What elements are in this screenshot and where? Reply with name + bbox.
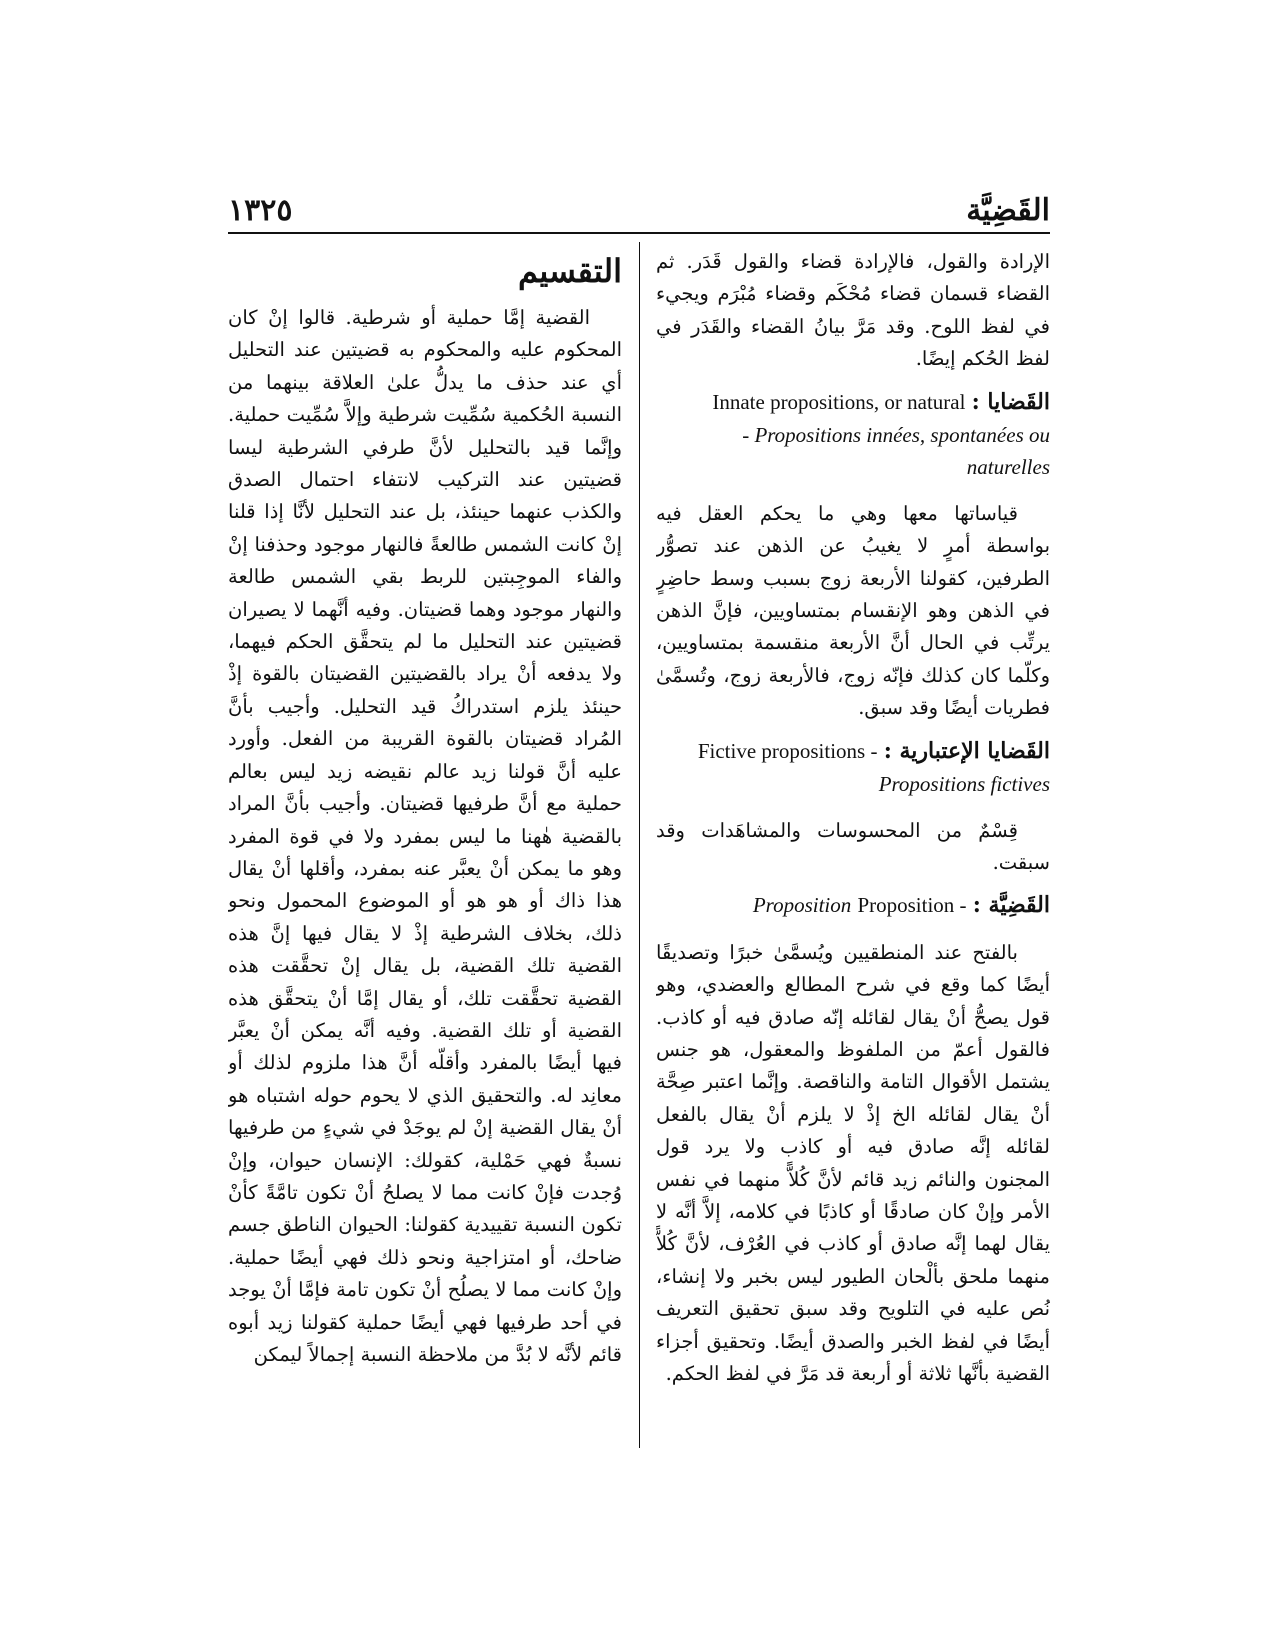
running-head: القَضِيَّة [966, 193, 1050, 228]
entry-english: Proposition - [857, 893, 967, 918]
entry-term: القَضايا : [971, 388, 1050, 415]
paragraph: قياساتها معها وهي ما يحكم العقل فيه بواسطة أمرٍ لا يغيبُ عن الذهن عند تصوُّر الطرفين، كقولنا الأربعة زوج بسبب وسط حاضِرٍ في الذهن وهو الإنقسام بمتساويين، فإنَّ الذهن يرتِّب في الحال أنَّ الأربعة منقسمة بمتساويين، وكلّما كان كذلك فإنّه زوج، فالأربعة زوج، وتُسمَّىٰ فطريات أيضًا وقد سبق. [656, 501, 1050, 720]
right-column [228, 246, 622, 1446]
page-header [228, 178, 1050, 228]
dictionary-entry [656, 386, 1050, 484]
entry-english: Innate propositions, or natural [712, 389, 966, 414]
entry-term: القَضايا الإعتبارية : [883, 737, 1050, 764]
entry-term: القَضِيَّة : [972, 892, 1050, 919]
entry-french: Proposition [752, 893, 852, 918]
paragraph: قِسْمٌ من المحسوسات والمشاهَدات وقد سبقت. [656, 818, 1050, 874]
entry-english: Fictive propositions - [697, 738, 878, 763]
entry-french: Propositions fictives [878, 772, 1050, 797]
left-column [656, 246, 1050, 1446]
section-heading: التقسيم [518, 252, 622, 290]
paragraph: القضية إمَّا حملية أو شرطية. قالوا إنْ كان المحكوم عليه والمحكوم به قضيتين عند التحليل أي عند حذف ما يدلُّ علىٰ العلاقة بينهما من النسبة الحُكمية سُمِّيت شرطية وإلاَّ سُمِّيت حملية. وإنَّما قيد بالتحليل لأنَّ طرفي الشرطية ليسا قضيتين عند التركيب لانتفاء احتمال الصدق والكذب عنهما حينئذ، بل عند التحليل لأنَّا إذا قلنا إنْ كانت الشمس طالعةً فالنهار موجود وحذفنا إنْ والفاء الموجِبتين للربط بقي الشمس طالعة والنهار موجود وهما قضيتان. وفيه أنَّهما لا يصيران قضيتين عند التحليل ما لم يتحقَّق الحكم فيهما، ولا يدفعه أنْ يراد بالقضيتين القضيتان بالقوة إذْ حينئذ يلزم استدراكُ قيد التحليل. وأجيب بأنَّ المُراد قضيتان بالقوة القريبة من الفعل. وأورد عليه أنَّ قولنا زيد عالم نقيضه زيد ليس بعالم حملية مع أنَّ طرفيها قضيتان. وأجيب بأنَّ المراد بالقضية هٰهنا ما ليس بمفرد ولا في قوة المفرد وهو ما يمكن أنْ يعبَّر عنه بمفرد، وأقلها أنْ يقال هذا ذاك أو هو هو أو الموضوع المحمول ونحو ذلك، بخلاف الشرطية إذْ لا يقال فيها إنَّ هذه القضية تلك القضية، بل يقال إنْ تحقَّقت هذه القضية تحقَّقت تلك، أو يقال إمَّا أنْ يتحقَّق هذه القضية أو تلك القضية. وفيه أنَّه يمكن أنْ يعبَّر فيها أيضًا بالمفرد وأقلّه أنَّ هذا ملزوم لذلك أو معانِد له. والتحقيق الذي لا يحوم حوله اشتباه هو أنْ يقال القضية إنْ لم يوجَدْ في شيءٍ من طرفيها نسبةٌ فهي حَمْلية، كقولك: الإنسان حيوان، وإنْ وُجدت فإنْ كانت مما لا يصلحُ أنْ تكون تامَّةً كأنْ تكون النسبة تقييدية كقولنا: الحيوان الناطق جسم ضاحك، أو امتزاجية ونحو ذلك فهي أيضًا حملية. وإنْ كانت مما لا يصلُح أنْ تكون تامة فإمَّا أنْ يوجد في أحد طرفيها فهي أيضًا حملية كقولنا زيد أبوه قائم لأنَّه لا بُدَّ من ملاحظة النسبة إجمالاً ليمكن [228, 306, 622, 1366]
entry-french: - Propositions innées, spontanées ou naturelles [742, 423, 1050, 480]
page-number: ١٣٢٥ [228, 193, 293, 228]
paragraph: بالفتح عند المنطقيين ويُسمَّىٰ خبرًا وتصديقًا أيضًا كما وقع في شرح المطالع والعضدي، وهو قول يصحُّ أنْ يقال لقائله إنّه صادق فيه أو كاذب. فالقول أعمّ من الملفوظ والمعقول، هو جنس يشتمل الأقوال التامة والناقصة. وإنَّما اعتبر صِحَّة أنْ يقال لقائله الخ إذْ لا يلزم أنْ يقال بالفعل لقائله إنَّه صادق فيه أو كاذب ولا يرد قول المجنون والنائم زيد قائم لأنَّ كُلاًّ منهما في نفس الأمر وإنْ كان صادقًا أو كاذبًا في كلامه، إلاَّ أنَّه لا يقال لهما إنَّه صادق أو كاذب في العُرْف، لأنَّ كُلاًّ منهما ملحق بألْحان الطيور ليس بخبر ولا إنشاء، نُص عليه في التلويح وقد سبق تحقيق التعريف أيضًا في لفظ الخبر والصدق أيضًا. وتحقيق أجزاء القضية بأنَّها ثلاثة أو أربعة قد مَرَّ في لفظ الحكم. [656, 940, 1050, 1385]
paragraph: الإرادة والقول، فالإرادة قضاء والقول قَدَر. ثم القضاء قسمان قضاء مُحْكَم وقضاء مُبْرَم ويجيء في لفظ اللوح. وقد مَرَّ بيانُ القضاء والقَدَر في لفظ الحُكم إيضًا. [656, 250, 1050, 371]
dictionary-entry [656, 889, 1050, 922]
header-divider [228, 232, 1050, 234]
dictionary-entry [656, 735, 1050, 801]
column-divider [639, 242, 640, 1448]
